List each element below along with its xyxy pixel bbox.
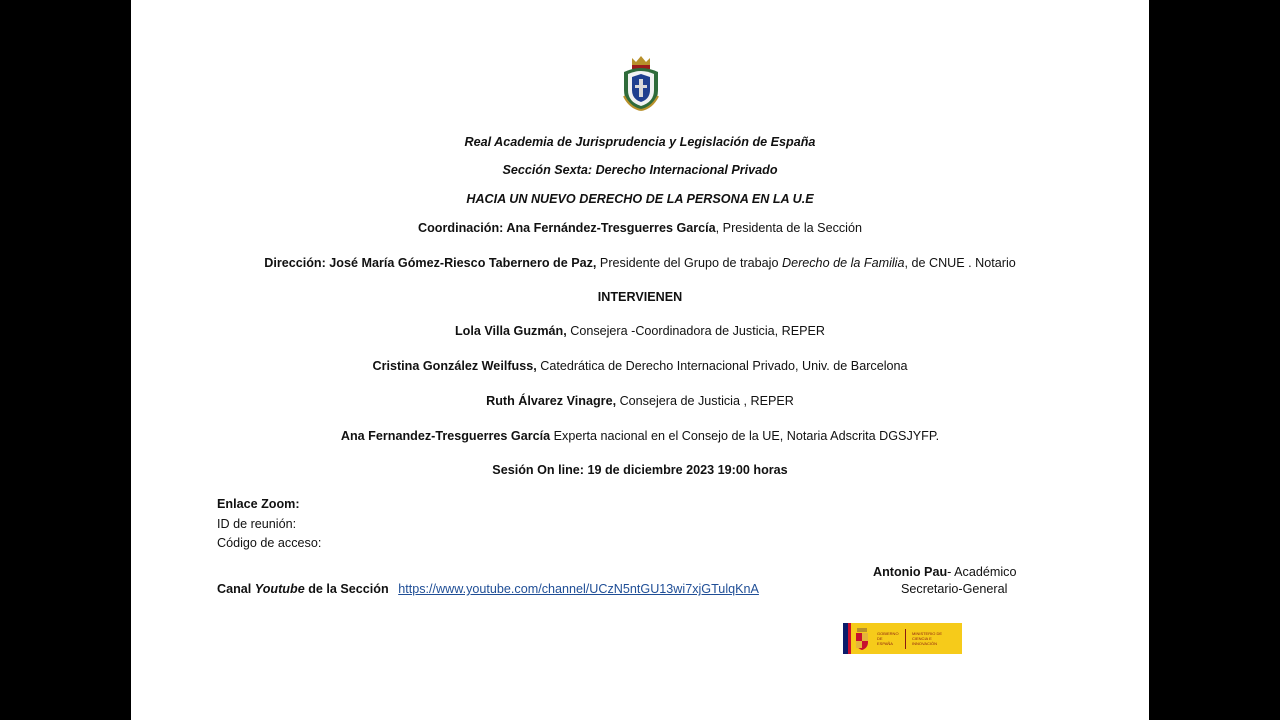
zoom-code-label: Código de acceso: <box>217 536 322 550</box>
gov-text-right: MINISTERIO DE CIENCIA E INNOVACIÓN <box>912 631 943 646</box>
session-date: Sesión On line: 19 de diciembre 2023 19:00 horas <box>492 463 788 477</box>
signature-title: Secretario-General <box>901 582 1008 596</box>
speaker-name: Ruth Álvarez Vinagre, <box>486 394 617 408</box>
direction-line <box>131 255 1149 271</box>
intervienen-heading: INTERVIENEN <box>597 290 683 304</box>
gov-separator <box>905 629 906 649</box>
signature-name: Antonio Pau <box>873 565 948 579</box>
spain-shield-icon <box>855 628 869 650</box>
zoom-title: Enlace Zoom: <box>217 497 300 511</box>
document-page <box>131 0 1149 720</box>
government-logo <box>843 623 962 654</box>
signature-line <box>873 564 1016 581</box>
speaker-line <box>131 428 1149 444</box>
direction-label: Dirección: José María Gómez-Riesco Tabernero de Paz, <box>264 256 597 270</box>
youtube-post: de la Sección <box>304 582 389 596</box>
signature-role: - Académico <box>947 565 1017 579</box>
event-title: HACIA UN NUEVO DERECHO DE LA PERSONA EN LA U.E <box>466 192 814 206</box>
speaker-role: Consejera -Coordinadora de Justicia, REPER <box>566 324 826 338</box>
gov-text-left: GOBIERNO DE ESPAÑA <box>877 631 899 646</box>
speaker-line <box>131 393 1149 409</box>
speaker-line <box>131 323 1149 339</box>
section-name: Sección Sexta: Derecho Internacional Privado <box>502 163 778 177</box>
coordination-label: Coordinación: Ana Fernández-Tresguerres García <box>418 221 716 235</box>
youtube-line <box>217 581 759 597</box>
speaker-name: Ana Fernandez-Tresguerres García <box>340 429 551 443</box>
youtube-pre: Canal <box>217 582 255 596</box>
youtube-channel-link[interactable]: https://www.youtube.com/channel/UCzN5ntGU13wi7xjGTulqKnA <box>398 582 759 596</box>
coordination-role: , Presidenta de la Sección <box>715 221 862 235</box>
academy-crest-icon <box>620 52 662 112</box>
zoom-block <box>217 495 321 554</box>
speaker-role: Experta nacional en el Consejo de la UE, Notaria Adscrita DGSJYFP. <box>550 429 940 443</box>
speaker-role: Consejera de Justicia , REPER <box>616 394 794 408</box>
direction-group: Derecho de la Familia <box>781 256 905 270</box>
zoom-id-label: ID de reunión: <box>217 516 297 531</box>
speaker-name: Cristina González Weilfuss, <box>372 359 537 373</box>
flag-stripe-red <box>848 623 851 654</box>
speaker-name: Lola Villa Guzmán, <box>454 324 567 338</box>
speaker-role: Catedrática de Derecho Internacional Privado, Univ. de Barcelona <box>536 359 908 373</box>
academy-name: Real Academia de Jurisprudencia y Legislación de España <box>464 135 816 149</box>
direction-pre: Presidente del Grupo de trabajo <box>596 256 782 270</box>
youtube-brand: Youtube <box>254 582 305 596</box>
speaker-line <box>131 358 1149 374</box>
direction-post: , de CNUE . Notario <box>904 256 1016 270</box>
coordination-line <box>131 220 1149 236</box>
